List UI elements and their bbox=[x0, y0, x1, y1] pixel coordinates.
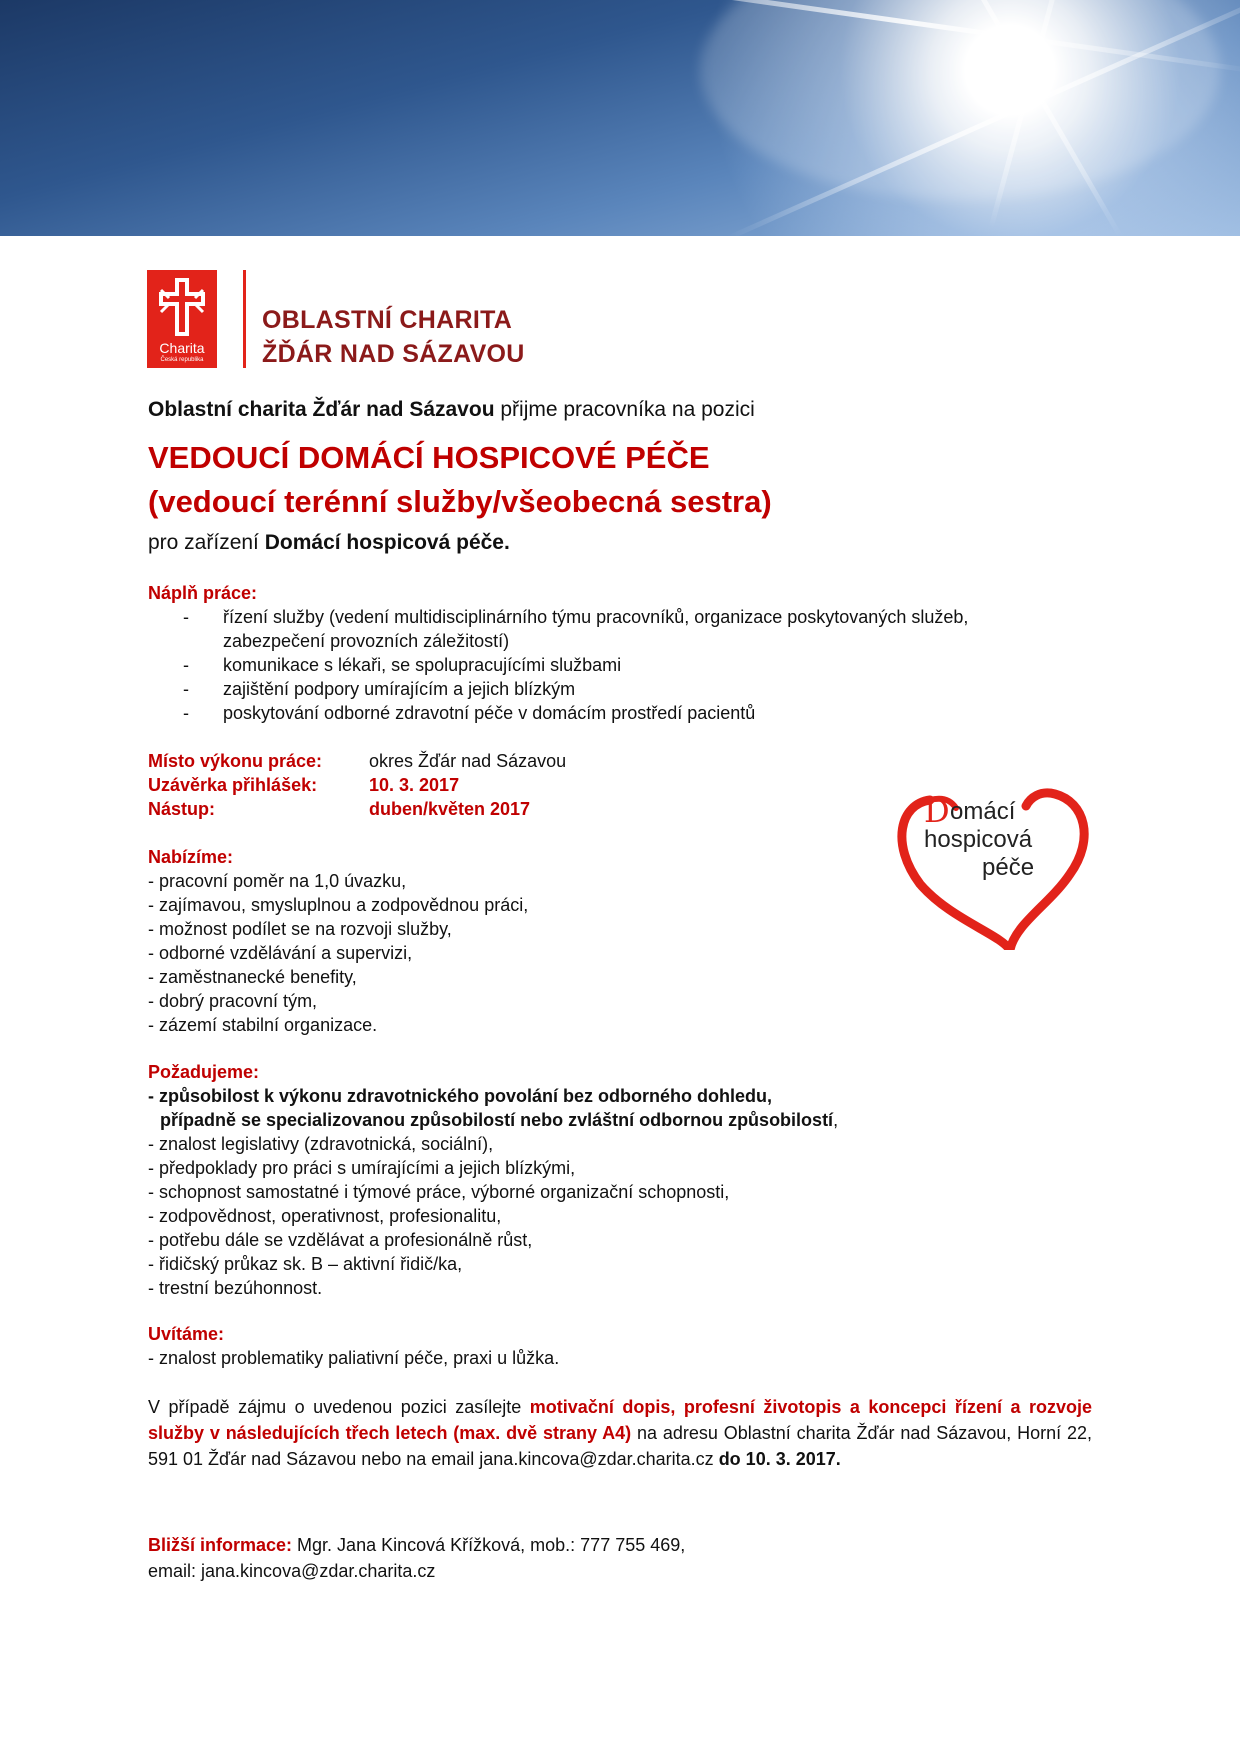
hospice-logo-line1: omácí bbox=[950, 798, 1016, 825]
list-item: - trestní bezúhonnost. bbox=[148, 1278, 323, 1298]
intro-rest: přijme pracovníka na pozici bbox=[494, 398, 755, 421]
list-item: - znalost legislativy (zdravotnická, sociální), bbox=[148, 1134, 494, 1154]
contact-email: email: jana.kincova@zdar.charita.cz bbox=[148, 1561, 436, 1581]
list-item: - zajímavou, smysluplnou a zodpovědnou práci, bbox=[148, 895, 529, 915]
required-documents: motivační dopis, profesní životopis a koncepci řízení a rozvoje služby v následujících třech letech (max. dvě strany A4) bbox=[148, 1397, 1093, 1443]
application-paragraph: V případě zájmu o uvedenou pozici zasílejte motivační dopis, profesní životopis a koncepci řízení a rozvoje služby v následujících třech letech (max. dvě strany A4) na adresu Oblastní charita Žďár nad Sázavou, Horní 22, 591 01 Žďár nad Sázavou nebo na email jana.kincova@zdar.charita.cz do 10. 3. 2017. bbox=[148, 1397, 1093, 1469]
list-item: - komunikace s lékaři, se spolupracujícími službami bbox=[183, 655, 622, 675]
facility-name: Domácí hospicová péče. bbox=[264, 531, 510, 554]
list-item: - možnost podílet se na rozvoji služby, bbox=[148, 919, 452, 939]
list-item: - odborné vzdělávání a supervizi, bbox=[148, 943, 413, 963]
header-sky-image bbox=[0, 0, 1240, 236]
list-item: - zázemí stabilní organizace. bbox=[148, 1015, 378, 1035]
logo-divider bbox=[243, 270, 246, 368]
list-item: - předpoklady pro práci s umírajícími a jejich blízkými, bbox=[148, 1158, 576, 1178]
org-name-line2: ŽĎÁR NAD SÁZAVOU bbox=[262, 340, 525, 368]
list-item: - dobrý pracovní tým, bbox=[148, 991, 318, 1011]
list-item: - řidičský průkaz sk. B – aktivní řidič/ka, bbox=[148, 1254, 463, 1274]
require-heading: Požadujeme: bbox=[148, 1062, 260, 1082]
list-item: případně se specializovanou způsobilostí nebo zvláštní odbornou způsobilostí, bbox=[160, 1110, 839, 1130]
list-item: - zaměstnanecké benefity, bbox=[148, 967, 357, 987]
contact-person: Mgr. Jana Kincová Křížková, mob.: 777 755 469, bbox=[292, 1535, 686, 1555]
application-deadline: do 10. 3. 2017. bbox=[718, 1449, 841, 1469]
list-item: - způsobilost k výkonu zdravotnického povolání bez odborného dohledu, bbox=[148, 1086, 773, 1106]
hospice-logo-initial: D bbox=[924, 792, 950, 830]
charita-cross-icon bbox=[155, 278, 209, 336]
list-item: - potřebu dále se vzdělávat a profesionálně růst, bbox=[148, 1230, 533, 1250]
contact-label: Bližší informace: bbox=[148, 1535, 293, 1555]
intro-org: Oblastní charita Žďár nad Sázavou bbox=[148, 398, 495, 421]
list-item: - řízení služby (vedení multidisciplinárního týmu pracovníků, organizace poskytovaných služeb, bbox=[183, 607, 969, 627]
facility-prefix: pro zařízení bbox=[148, 531, 265, 554]
duties-list bbox=[183, 605, 968, 725]
contact-line bbox=[148, 1533, 685, 1557]
list-item: zabezpečení provozních záležitostí) bbox=[223, 631, 510, 651]
list-item: - zajištění podpory umírajícím a jejich blízkým bbox=[183, 679, 576, 699]
hospice-logo-line3: péče bbox=[982, 854, 1035, 881]
offer-list bbox=[148, 869, 528, 1037]
charita-badge-label: Charita bbox=[159, 340, 205, 356]
list-item: - schopnost samostatné i týmové práce, výborné organizační schopnosti, bbox=[148, 1182, 730, 1202]
welcome-heading: Uvítáme: bbox=[148, 1324, 225, 1344]
hospice-logo bbox=[890, 784, 1094, 950]
intro-line bbox=[148, 398, 755, 422]
require-list bbox=[148, 1084, 838, 1300]
welcome-item: - znalost problematiky paliativní péče, praxi u lůžka. bbox=[148, 1348, 560, 1368]
duties-heading: Náplň práce: bbox=[148, 583, 258, 603]
org-name-line1: OBLASTNÍ CHARITA bbox=[262, 306, 513, 334]
offer-heading: Nabízíme: bbox=[148, 847, 234, 867]
charita-badge bbox=[147, 270, 217, 368]
hospice-logo-line2: hospicová bbox=[924, 826, 1033, 853]
list-item: - poskytování odborné zdravotní péče v domácím prostředí pacientů bbox=[183, 703, 756, 723]
job-title: VEDOUCÍ DOMÁCÍ HOSPICOVÉ PÉČE bbox=[148, 440, 710, 475]
list-item: - zodpovědnost, operativnost, profesionalitu, bbox=[148, 1206, 502, 1226]
list-item: - pracovní poměr na 1,0 úvazku, bbox=[148, 871, 407, 891]
facility-line bbox=[148, 531, 510, 555]
job-title-subtitle: (vedoucí terénní služby/všeobecná sestra) bbox=[148, 484, 772, 519]
charita-badge-sublabel: Česká republika bbox=[160, 357, 204, 363]
